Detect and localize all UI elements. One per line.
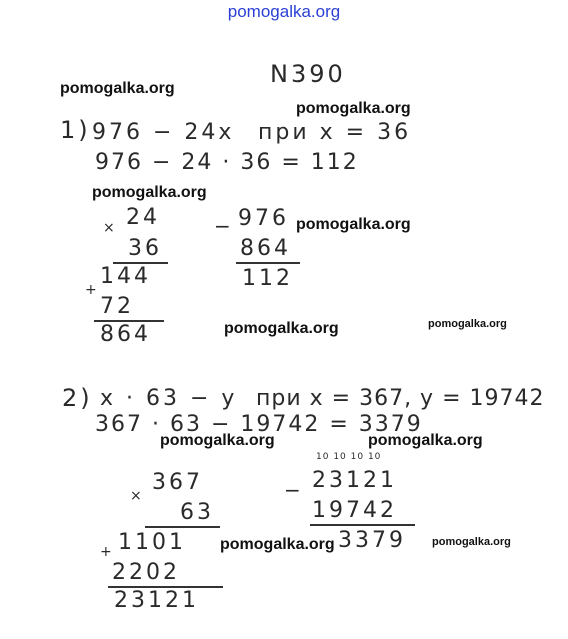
part1-mult-a: 24 xyxy=(126,205,160,230)
part2-sub-sign: − xyxy=(284,478,304,502)
part1-mult-result: 864 xyxy=(100,322,151,347)
watermark: pomogalka.org xyxy=(60,80,175,97)
part1-sub-b: 864 xyxy=(240,236,291,261)
watermark: pomogalka.org xyxy=(432,536,511,548)
part2-mult-result: 23121 xyxy=(114,588,199,613)
part2-mult-a: 367 xyxy=(152,470,203,495)
part2-substitution: 367 · 63 − 19742 = 3379 xyxy=(95,412,423,437)
part2-mult-p1: 1101 xyxy=(118,530,186,555)
part2-label: 2) xyxy=(62,384,93,412)
part1-condition: при x = 36 xyxy=(258,120,412,145)
part1-sub-sign: − xyxy=(214,214,234,238)
part2-plus-sign: + xyxy=(100,544,115,560)
watermark: pomogalka.org xyxy=(160,432,275,449)
part2-sub-line xyxy=(310,524,415,526)
part1-sub-a: 976 xyxy=(238,206,289,231)
part1-label: 1) xyxy=(60,116,91,144)
part2-mult-b: 63 xyxy=(180,500,214,525)
part1-mult-p1: 144 xyxy=(100,264,151,289)
part1-plus-sign: + xyxy=(85,282,100,298)
watermark: pomogalka.org xyxy=(296,216,411,233)
watermark: pomogalka.org xyxy=(224,320,339,337)
part2-sub-a: 23121 xyxy=(312,468,397,493)
part2-mult-sign: × xyxy=(130,488,145,504)
part2-sub-b: 19742 xyxy=(312,498,397,523)
watermark: pomogalka.org xyxy=(220,536,335,553)
part1-substitution: 976 − 24 · 36 = 112 xyxy=(95,150,359,175)
part2-sub-result: 3379 xyxy=(338,528,406,553)
part2-condition: при x = 367, y = 19742 xyxy=(256,386,545,411)
part1-sub-result: 112 xyxy=(242,266,293,291)
watermark: pomogalka.org xyxy=(92,184,207,201)
part1-expression: 976 − 24x xyxy=(92,120,235,145)
part2-mult-line xyxy=(145,526,220,528)
part1-sub-line xyxy=(236,262,300,264)
watermark: pomogalka.org xyxy=(368,432,483,449)
part2-mult-p2: 2202 xyxy=(112,560,180,585)
watermark: pomogalka.org xyxy=(296,100,411,117)
part2-expression: x · 63 − y xyxy=(100,386,238,411)
site-link[interactable]: pomogalka.org xyxy=(227,2,341,21)
watermark: pomogalka.org xyxy=(428,318,507,330)
part1-mult-b: 36 xyxy=(128,236,162,261)
part1-mult-p2: 72 xyxy=(100,294,134,319)
part1-mult-sign: × xyxy=(103,220,118,236)
problem-number: N390 xyxy=(270,60,346,88)
part2-carry-marks: 10 10 10 10 xyxy=(316,452,382,462)
